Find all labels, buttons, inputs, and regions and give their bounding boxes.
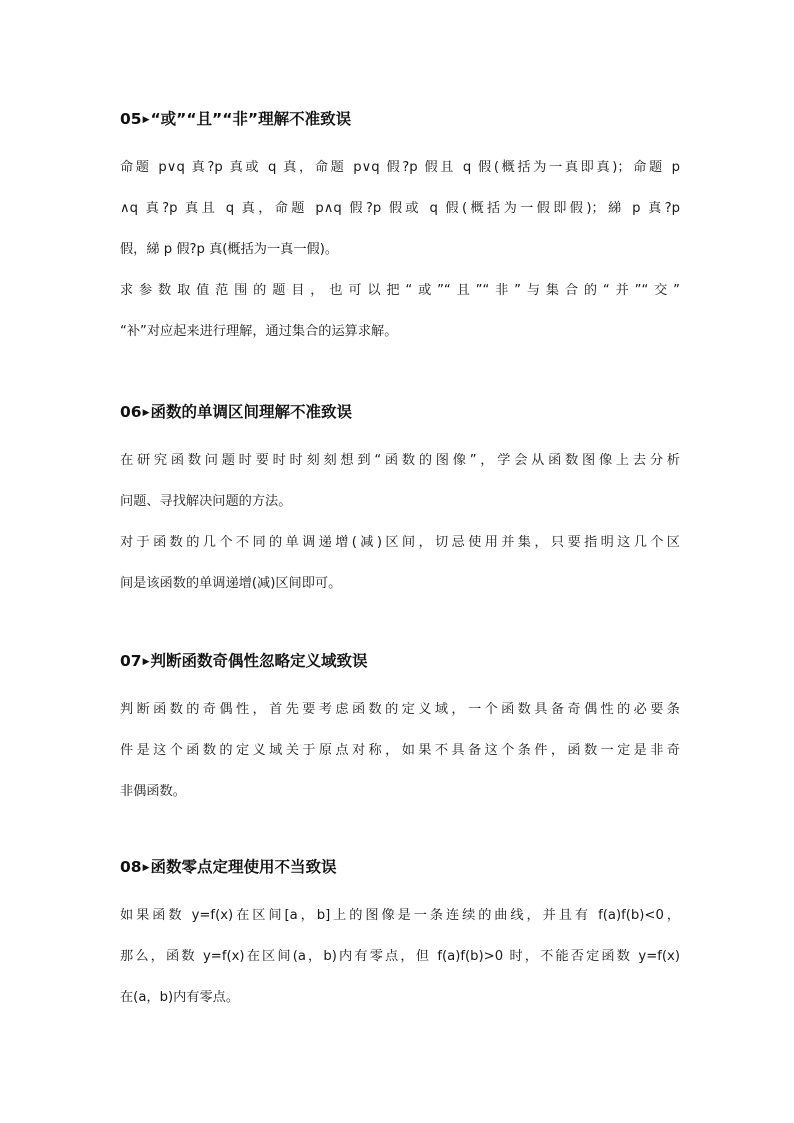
section-body: [120, 147, 680, 352]
text-line: 在研究函数问题时要时时刻刻想到“函数的图像”，学会从函数图像上去分析: [120, 453, 680, 468]
section-title: “或”“且”“非”理解不准致误: [150, 110, 352, 128]
triangle-marker-icon: ▶: [142, 115, 150, 125]
text-line: 那么，函数 y=f(x)在区间(a，b)内有零点，但 f(a)f(b)>0 时，不能否定函数 y=f(x): [120, 949, 680, 964]
section-heading: [120, 401, 680, 423]
paragraph: [120, 270, 680, 352]
section-heading: [120, 108, 680, 130]
paragraph: [120, 895, 680, 1018]
text-line: ∧q 真?p 真且 q 真，命题 p∧q 假?p 假或 q 假(概括为一假即假)；綈 p 真?p: [120, 201, 680, 216]
section-heading: [120, 856, 680, 878]
text-line: 非偶函数。: [120, 784, 186, 799]
section-06: [120, 401, 680, 604]
section-body: [120, 689, 680, 812]
section-title: 判断函数奇偶性忽略定义域致误: [150, 652, 368, 670]
section-heading: [120, 650, 680, 672]
section-title: 函数的单调区间理解不准致误: [150, 403, 353, 421]
paragraph: [120, 440, 680, 522]
paragraph: [120, 147, 680, 270]
paragraph: [120, 522, 680, 604]
section-title: 函数零点定理使用不当致误: [150, 858, 337, 876]
text-line: 判断函数的奇偶性，首先要考虑函数的定义域，一个函数具备奇偶性的必要条: [120, 702, 680, 717]
section-number: 06: [120, 403, 142, 421]
triangle-marker-icon: ▶: [142, 408, 150, 418]
text-line: 假，綈 p 假?p 真(概括为一真一假)。: [120, 242, 339, 257]
text-line: 件是这个函数的定义域关于原点对称，如果不具备这个条件，函数一定是非奇: [120, 743, 680, 758]
section-number: 08: [120, 858, 142, 876]
section-08: [120, 856, 680, 1018]
section-05: [120, 108, 680, 352]
section-body: [120, 440, 680, 604]
paragraph: [120, 689, 680, 812]
section-number: 07: [120, 652, 142, 670]
triangle-marker-icon: ▶: [142, 863, 150, 873]
text-line: 在(a，b)内有零点。: [120, 990, 240, 1005]
section-body: [120, 895, 680, 1018]
triangle-marker-icon: ▶: [142, 657, 150, 667]
text-line: 间是该函数的单调递增(减)区间即可。: [120, 576, 342, 591]
text-line: 问题、寻找解决问题的方法。: [120, 494, 292, 509]
text-line: 命题 p∨q 真?p 真或 q 真，命题 p∨q 假?p 假且 q 假(概括为一真即真)；命题 p: [120, 160, 680, 175]
text-line: 如果函数 y=f(x)在区间[a，b]上的图像是一条连续的曲线，并且有 f(a)f(b)<0，: [120, 908, 680, 923]
text-line: 求参数取值范围的题目，也可以把“或”“且”“非”与集合的“并”“交”: [120, 283, 680, 298]
section-number: 05: [120, 110, 142, 128]
text-line: “补”对应起来进行理解，通过集合的运算求解。: [120, 324, 398, 339]
text-line: 对于函数的几个不同的单调递增(减)区间，切忌使用并集，只要指明这几个区: [120, 535, 680, 550]
section-07: [120, 650, 680, 812]
